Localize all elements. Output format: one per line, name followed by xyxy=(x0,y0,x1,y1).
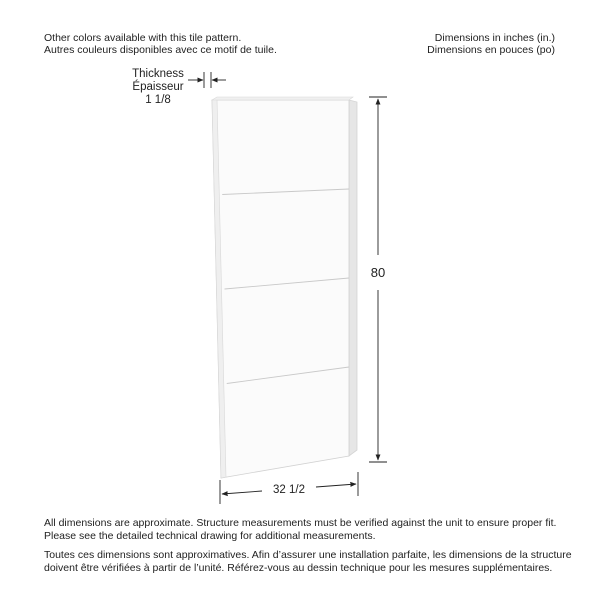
width-dimension xyxy=(220,472,358,504)
wall-panel xyxy=(212,97,357,478)
width-value: 32 1/2 xyxy=(273,484,305,496)
panel-face xyxy=(212,100,349,478)
thickness-label-en: Thickness xyxy=(132,68,184,80)
disclaimer-fr-line-1: Toutes ces dimensions sont approximatives. Afin d’assurer une installation parfaite, les dimensions de la structure xyxy=(44,549,572,561)
units-note-en: Dimensions in inches (in.) xyxy=(434,32,555,44)
panel-side-edge xyxy=(349,100,357,456)
panel-top-edge xyxy=(212,97,353,100)
disclaimer-en xyxy=(44,517,556,542)
thickness-label-fr: Épaisseur xyxy=(132,81,184,93)
disclaimer-fr-line-2: doivent être vérifiées à partir de l’unité. Référez-vous au dessin technique pour les mesures supplémentaires. xyxy=(44,561,553,574)
thickness-value: 1 1/8 xyxy=(145,94,171,106)
units-note-fr: Dimensions en pouces (po) xyxy=(427,44,555,56)
width-arrow-left xyxy=(222,491,262,494)
colors-note-en: Other colors available with this tile pattern. xyxy=(44,32,242,44)
disclaimer-en-line-1: All dimensions are approximate. Structure measurements must be verified against the unit to ensure proper fit. xyxy=(44,517,557,529)
height-value: 80 xyxy=(370,265,386,280)
width-arrow-right xyxy=(316,484,356,487)
disclaimer-fr xyxy=(44,549,572,574)
disclaimer-en-line-2: Please see the detailed technical drawing for additional measurements. xyxy=(44,529,376,542)
height-dimension xyxy=(369,97,387,462)
colors-note-fr: Autres couleurs disponibles avec ce motif de tuile. xyxy=(44,44,277,56)
